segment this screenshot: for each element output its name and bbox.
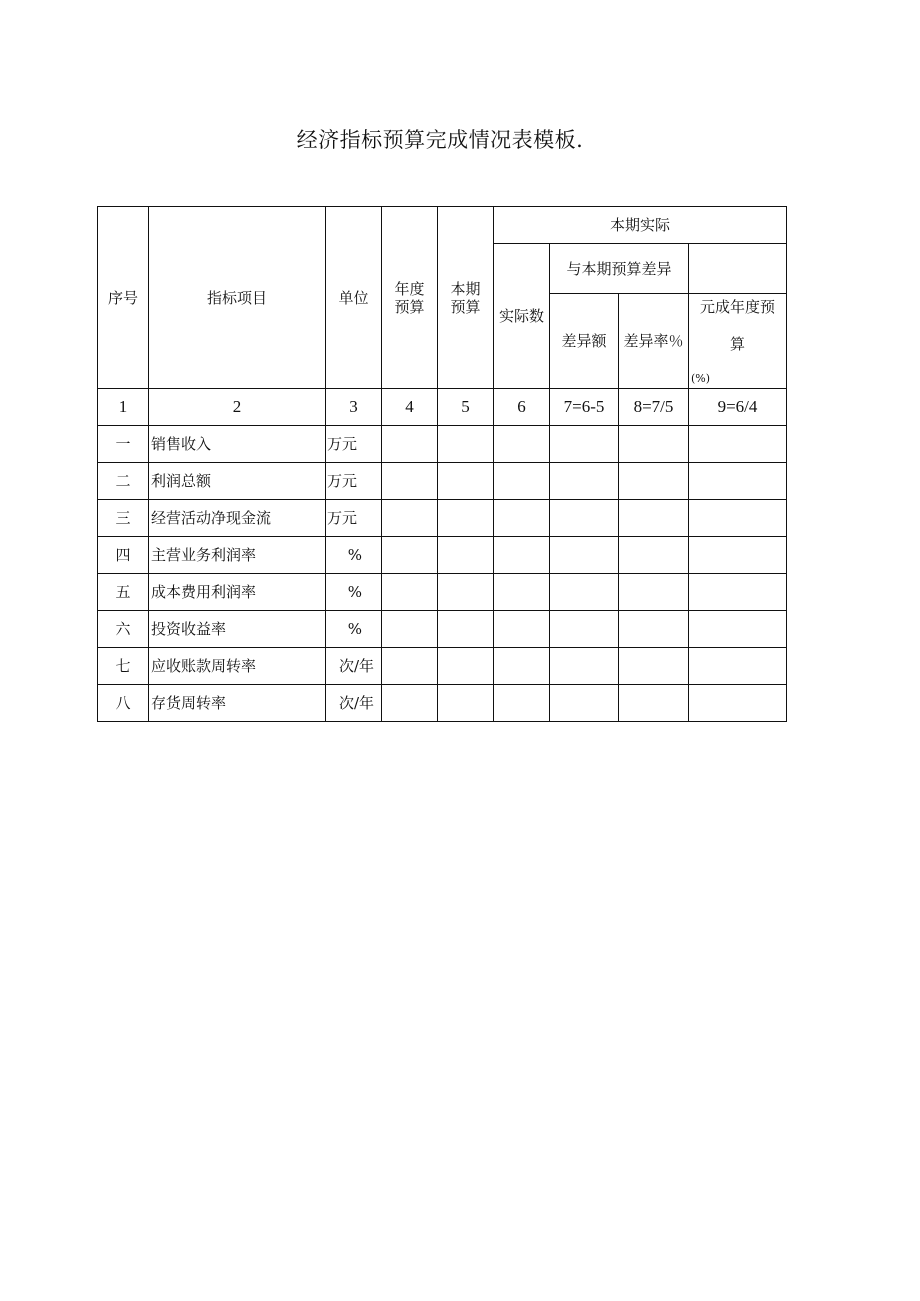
row-item: 销售收入 xyxy=(149,426,326,463)
table-row xyxy=(98,500,787,537)
row-item: 存货周转率 xyxy=(149,685,326,722)
row-seq: 六 xyxy=(98,611,149,648)
variance-rate-cell[interactable] xyxy=(619,685,689,722)
header-item: 指标项目 xyxy=(149,207,326,389)
variance-amount-cell[interactable] xyxy=(550,537,619,574)
row-unit: 万元 xyxy=(326,463,382,500)
table-row xyxy=(98,685,787,722)
variance-amount-cell[interactable] xyxy=(550,685,619,722)
column-number: 9=6/4 xyxy=(689,389,787,426)
period-budget-cell[interactable] xyxy=(438,611,494,648)
header-annual-budget-line1: 年度 xyxy=(394,279,425,298)
row-seq: 五 xyxy=(98,574,149,611)
column-number: 5 xyxy=(438,389,494,426)
annual-budget-cell[interactable] xyxy=(382,463,438,500)
actual-number-cell[interactable] xyxy=(494,426,550,463)
annual-budget-cell[interactable] xyxy=(382,500,438,537)
actual-number-cell[interactable] xyxy=(494,611,550,648)
period-budget-cell[interactable] xyxy=(438,463,494,500)
header-row-1 xyxy=(98,207,787,244)
column-number: 2 xyxy=(149,389,326,426)
row-unit: 次/年 xyxy=(326,648,382,685)
table-row xyxy=(98,537,787,574)
completion-rate-cell[interactable] xyxy=(689,500,787,537)
header-annual-budget-line2: 预算 xyxy=(394,297,425,316)
row-item: 投资收益率 xyxy=(149,611,326,648)
row-seq: 七 xyxy=(98,648,149,685)
header-actual-number: 实际数 xyxy=(494,244,550,389)
period-budget-cell[interactable] xyxy=(438,648,494,685)
row-unit: % xyxy=(326,537,382,574)
column-number: 8=7/5 xyxy=(619,389,689,426)
actual-number-cell[interactable] xyxy=(494,500,550,537)
header-blank-cell xyxy=(689,244,787,294)
header-completion-rate xyxy=(689,294,787,389)
annual-budget-cell[interactable] xyxy=(382,685,438,722)
period-budget-cell[interactable] xyxy=(438,426,494,463)
row-unit: % xyxy=(326,574,382,611)
period-budget-cell[interactable] xyxy=(438,574,494,611)
header-period-budget-line2: 预算 xyxy=(450,297,481,316)
completion-rate-cell[interactable] xyxy=(689,463,787,500)
completion-rate-cell[interactable] xyxy=(689,537,787,574)
header-period-budget xyxy=(438,207,494,389)
header-period-actual: 本期实际 xyxy=(494,207,787,244)
header-annual-budget xyxy=(382,207,438,389)
row-item: 主营业务利润率 xyxy=(149,537,326,574)
header-variance-amount: 差异额 xyxy=(550,294,619,389)
variance-rate-cell[interactable] xyxy=(619,500,689,537)
table-row xyxy=(98,426,787,463)
variance-rate-cell[interactable] xyxy=(619,537,689,574)
actual-number-cell[interactable] xyxy=(494,648,550,685)
annual-budget-cell[interactable] xyxy=(382,574,438,611)
period-budget-cell[interactable] xyxy=(438,500,494,537)
annual-budget-cell[interactable] xyxy=(382,537,438,574)
header-period-budget-line1: 本期 xyxy=(450,279,481,298)
variance-amount-cell[interactable] xyxy=(550,611,619,648)
row-item: 经营活动净现金流 xyxy=(149,500,326,537)
annual-budget-cell[interactable] xyxy=(382,611,438,648)
row-unit: 万元 xyxy=(326,426,382,463)
actual-number-cell[interactable] xyxy=(494,463,550,500)
column-number: 1 xyxy=(98,389,149,426)
completion-rate-cell[interactable] xyxy=(689,574,787,611)
row-item: 成本费用利润率 xyxy=(149,574,326,611)
row-unit: % xyxy=(326,611,382,648)
variance-rate-cell[interactable] xyxy=(619,463,689,500)
row-seq: 二 xyxy=(98,463,149,500)
column-number-row xyxy=(98,389,787,426)
completion-rate-cell[interactable] xyxy=(689,648,787,685)
row-seq: 四 xyxy=(98,537,149,574)
table-row xyxy=(98,574,787,611)
document-title: 经济指标预算完成情况表模板. xyxy=(296,128,584,152)
budget-completion-table xyxy=(97,206,787,722)
header-seq: 序号 xyxy=(98,207,149,389)
row-unit: 次/年 xyxy=(326,685,382,722)
header-variance-rate: 差异率％ xyxy=(619,294,689,389)
column-number: 3 xyxy=(326,389,382,426)
header-variance-group: 与本期预算差异 xyxy=(550,244,689,294)
completion-rate-cell[interactable] xyxy=(689,611,787,648)
row-item: 应收账款周转率 xyxy=(149,648,326,685)
row-item: 利润总额 xyxy=(149,463,326,500)
header-completion-line3: (%) xyxy=(691,372,711,385)
variance-rate-cell[interactable] xyxy=(619,611,689,648)
header-completion-line2: 算 xyxy=(729,335,745,353)
row-seq: 八 xyxy=(98,685,149,722)
column-number: 7=6-5 xyxy=(550,389,619,426)
variance-rate-cell[interactable] xyxy=(619,648,689,685)
period-budget-cell[interactable] xyxy=(438,537,494,574)
column-number: 4 xyxy=(382,389,438,426)
table-row xyxy=(98,611,787,648)
variance-rate-cell[interactable] xyxy=(619,426,689,463)
column-number: 6 xyxy=(494,389,550,426)
completion-rate-cell[interactable] xyxy=(689,426,787,463)
actual-number-cell[interactable] xyxy=(494,537,550,574)
variance-amount-cell[interactable] xyxy=(550,463,619,500)
row-seq: 三 xyxy=(98,500,149,537)
completion-rate-cell[interactable] xyxy=(689,685,787,722)
variance-rate-cell[interactable] xyxy=(619,574,689,611)
variance-amount-cell[interactable] xyxy=(550,574,619,611)
header-completion-line1: 元成年度预 xyxy=(699,298,775,316)
table-row xyxy=(98,463,787,500)
annual-budget-cell[interactable] xyxy=(382,648,438,685)
variance-amount-cell[interactable] xyxy=(550,426,619,463)
annual-budget-cell[interactable] xyxy=(382,426,438,463)
row-unit: 万元 xyxy=(326,500,382,537)
table-row xyxy=(98,648,787,685)
variance-amount-cell[interactable] xyxy=(550,500,619,537)
row-seq: 一 xyxy=(98,426,149,463)
header-unit: 单位 xyxy=(326,207,382,389)
period-budget-cell[interactable] xyxy=(438,685,494,722)
variance-amount-cell[interactable] xyxy=(550,648,619,685)
actual-number-cell[interactable] xyxy=(494,685,550,722)
actual-number-cell[interactable] xyxy=(494,574,550,611)
